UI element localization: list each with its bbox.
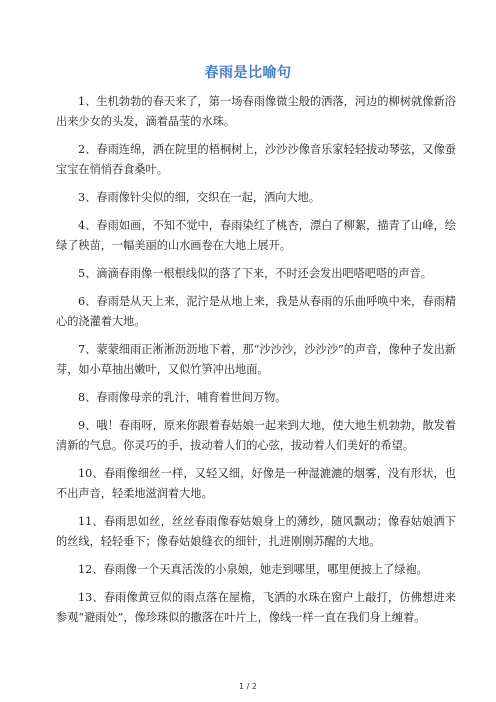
paragraph-6: 6、春雨是从天上来，泥泞是从地上来，我是从春雨的乐曲呼唤中来，春雨精心的浇灌着大地。 xyxy=(56,295,456,328)
paragraph-9: 9、哦！春雨呀，原来你跟着春姑娘一起来到大地，使大地生机勃勃，散发着清新的气息。你灵巧的手，拔动着人们的心弦，拔动着人们美好的希望。 xyxy=(56,419,456,452)
page-title: 春雨是比喻句 xyxy=(204,65,292,81)
paragraph-4: 4、春雨如画，不知不觉中，春雨染红了桃杏，漂白了柳絮，描青了山峰，绘绿了秧苗，一幅美丽的山水画卷在大地上展开。 xyxy=(56,219,456,252)
document-body xyxy=(56,92,456,636)
paragraph-11: 11、春雨思如丝，丝丝春雨像春姑娘身上的薄纱，随风飘动；像春姑娘洒下的丝线，轻轻垂下；像春姑娘缝衣的细针，扎进刚刚苏醒的大地。 xyxy=(56,515,456,548)
paragraph-7: 7、蒙蒙细雨正淅淅沥沥地下着，那“沙沙沙，沙沙沙”的声音，像种子发出新芽，如小草抽出嫩叶，又似竹笋冲出地面。 xyxy=(56,343,456,376)
paragraph-2: 2、春雨连绵，洒在院里的梧桐树上，沙沙沙像音乐家轻轻拔动琴弦，又像蚕宝宝在悄悄吞食桑叶。 xyxy=(56,143,456,176)
paragraph-5: 5、滴滴春雨像一根根线似的落了下来，不时还会发出吧嗒吧嗒的声音。 xyxy=(78,267,432,280)
page-number: 1 / 2 xyxy=(239,682,257,691)
paragraph-10: 10、春雨像细丝一样，又轻又细，好像是一种湿漉漉的烟雾，没有形状，也不出声音，轻柔地滋润着大地。 xyxy=(56,467,456,500)
paragraph-13: 13、春雨像黄豆似的雨点落在屋檐，飞洒的水珠在窗户上敲打，仿佛想进来参观“避雨处”，像珍珠似的撒落在叶片上，像线一样一直在我们身上缠着。 xyxy=(56,591,456,624)
paragraph-12: 12、春雨像一个天真活泼的小泉娘，她走到哪里，哪里便披上了绿袍。 xyxy=(78,563,428,576)
paragraph-8: 8、春雨像母亲的乳汁，哺育着世间万物。 xyxy=(78,391,287,404)
paragraph-3: 3、春雨像针尖似的细，交织在一起，洒向大地。 xyxy=(78,191,321,204)
paragraph-1: 1、生机勃勃的春天来了，第一场春雨像微尘般的洒落，河边的柳树就像新浴出来少女的头发，滴着晶莹的水珠。 xyxy=(56,95,456,128)
